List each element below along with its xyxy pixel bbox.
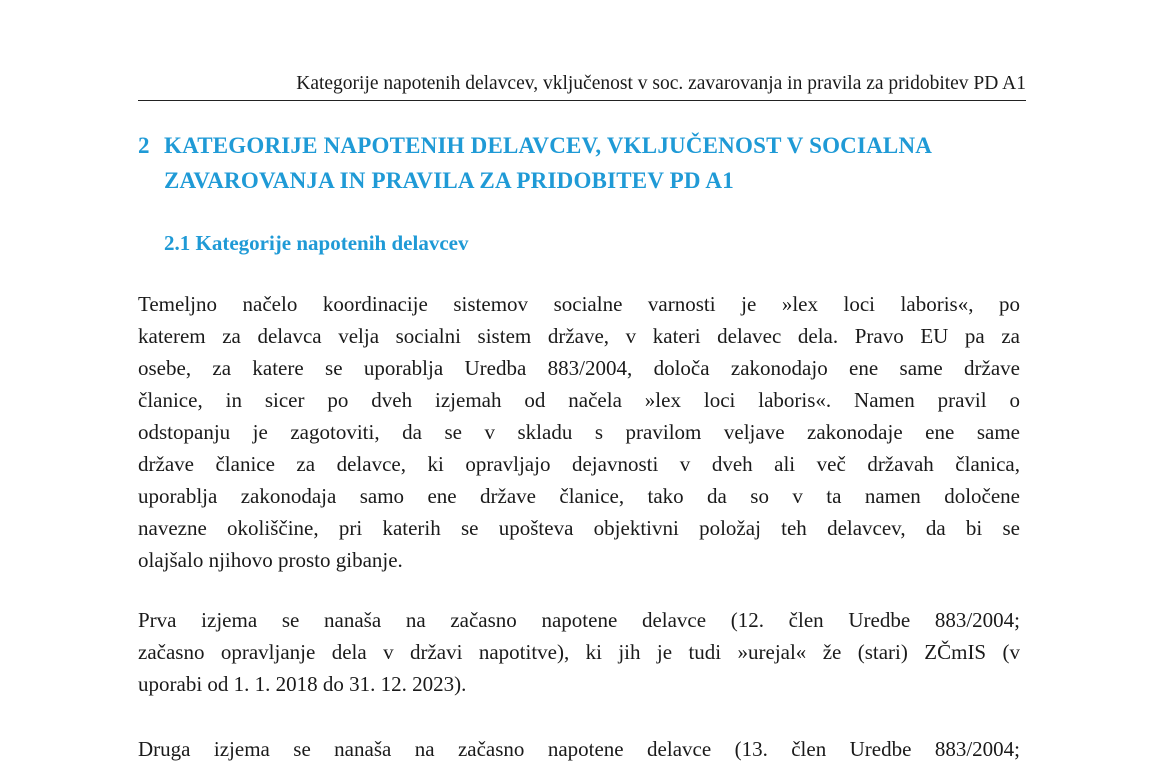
chapter-title-line: ZAVAROVANJA IN PRAVILA ZA PRIDOBITEV PD A1 [164,168,734,193]
text-line: Druga izjema se nanaša na začasno napotene delavce (13. člen Uredbe 883/2004; [138,737,1020,761]
text-line: katerem za delavca velja socialni sistem države, v kateri delavec dela. Pravo EU pa za [138,324,1020,348]
chapter-number: 2 [138,133,150,158]
chapter-title-line: KATEGORIJE NAPOTENIH DELAVCEV, VKLJUČENOST V SOCIALNA [164,133,933,158]
text-line: začasno opravljanje dela v državi napotitve), ki jih je tudi »urejal« že (stari) ZČmIS (v [138,640,1020,664]
text-line: Prva izjema se nanaša na začasno napotene delavce (12. člen Uredbe 883/2004; [138,608,1020,632]
text-line: olajšalo njihovo prosto gibanje. [138,548,403,572]
text-line: uporabi od 1. 1. 2018 do 31. 12. 2023). [138,672,467,696]
text-line: članice, in sicer po dveh izjemah od načela »lex loci laboris«. Namen pravil o [138,388,1020,412]
text-line: države članice za delavce, ki opravljajo dejavnosti v dveh ali več državah članica, [138,452,1020,476]
running-header: Kategorije napotenih delavcev, vključenost v soc. zavarovanja in pravila za pridobitev PD A1 [138,70,1026,101]
text-line: Temeljno načelo koordinacije sistemov socialne varnosti je »lex loci laboris«, po [138,292,1020,316]
body-paragraph [138,288,1020,576]
text-line: uporablja zakonodaja samo ene države članice, tako da so v ta namen določene [138,484,1020,508]
chapter-title [164,128,1028,198]
text-line: osebe, za katere se uporablja Uredba 883/2004, določa zakonodajo ene same države [138,356,1020,380]
text-line: navezne okoliščine, pri katerih se upošteva objektivni položaj teh delavcev, da bi se [138,516,1020,540]
body-paragraph [138,604,1020,700]
section-heading: 2.1 Kategorije napotenih delavcev [164,231,469,255]
text-line: odstopanju je zagotoviti, da se v skladu s pravilom veljave zakonodaje ene same [138,420,1020,444]
body-paragraph [138,733,1020,765]
